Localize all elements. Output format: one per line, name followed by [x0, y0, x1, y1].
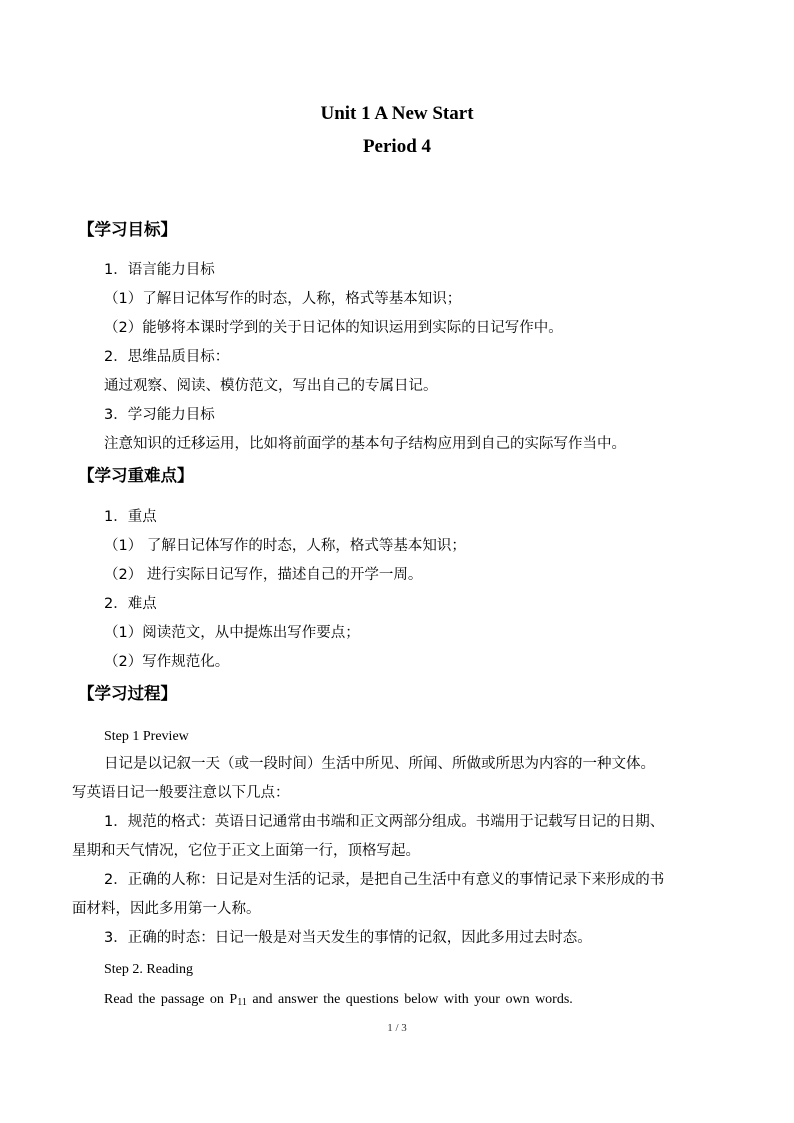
- reading-instruction-text: and answer the questions below with your own words.: [246, 992, 573, 1007]
- objective-line: （1）了解日记体写作的时态，人称，格式等基本知识；: [104, 291, 462, 307]
- key-point-line: 1．重点: [104, 509, 157, 525]
- process-line: 面材料，因此多用第一人称。: [72, 901, 261, 917]
- objective-line: 2．思维品质目标：: [104, 349, 230, 365]
- process-line: 2．正确的人称：日记是对生活的记录，是把自己生活中有意义的事情记录下来形成的书: [104, 872, 665, 888]
- document-subtitle: Period 4: [362, 136, 432, 157]
- section-heading-key-points: 【学习重难点】: [78, 466, 194, 485]
- process-line: 写英语日记一般要注意以下几点：: [72, 785, 290, 801]
- objective-line: 通过观察、阅读、模仿范文，写出自己的专属日记。: [104, 378, 438, 394]
- section-heading-process: 【学习过程】: [78, 684, 177, 703]
- process-line: 3．正确的时态：日记一般是对当天发生的事情的记叙，因此多用过去时态。: [104, 930, 592, 946]
- document-title: Unit 1 A New Start: [320, 103, 474, 124]
- section-heading-objectives: 【学习目标】: [78, 220, 177, 239]
- page-subscript: 11: [237, 997, 247, 1008]
- step-1-heading: Step 1 Preview: [104, 729, 189, 744]
- objective-line: 1．语言能力目标: [104, 262, 215, 278]
- objective-line: 注意知识的迁移运用，比如将前面学的基本句子结构应用到自己的实际写作当中。: [104, 436, 626, 452]
- key-point-line: （2）写作规范化。: [104, 654, 230, 670]
- key-point-line: （1） 了解日记体写作的时态，人称，格式等基本知识；: [104, 538, 466, 554]
- key-point-line: 2．难点: [104, 596, 157, 612]
- objective-line: 3．学习能力目标: [104, 407, 215, 423]
- objective-line: （2）能够将本课时学到的关于日记体的知识运用到实际的日记写作中。: [104, 320, 563, 336]
- process-line: 1．规范的格式：英语日记通常由书端和正文两部分组成。书端用于记载写日记的日期、: [104, 814, 665, 830]
- process-line: 日记是以记叙一天（或一段时间）生活中所见、所闻、所做或所思为内容的一种文体。: [104, 756, 655, 772]
- key-point-line: （2） 进行实际日记写作，描述自己的开学一周。: [104, 567, 423, 583]
- key-point-line: （1）阅读范文，从中提炼出写作要点；: [104, 625, 360, 641]
- page-number: 1 / 3: [387, 1022, 407, 1034]
- reading-instruction-text: Read the passage on P: [104, 992, 238, 1007]
- reading-instruction: [104, 990, 573, 1013]
- step-2-heading: Step 2. Reading: [104, 962, 194, 977]
- process-line: 星期和天气情况，它位于正文上面第一行，顶格写起。: [72, 843, 420, 859]
